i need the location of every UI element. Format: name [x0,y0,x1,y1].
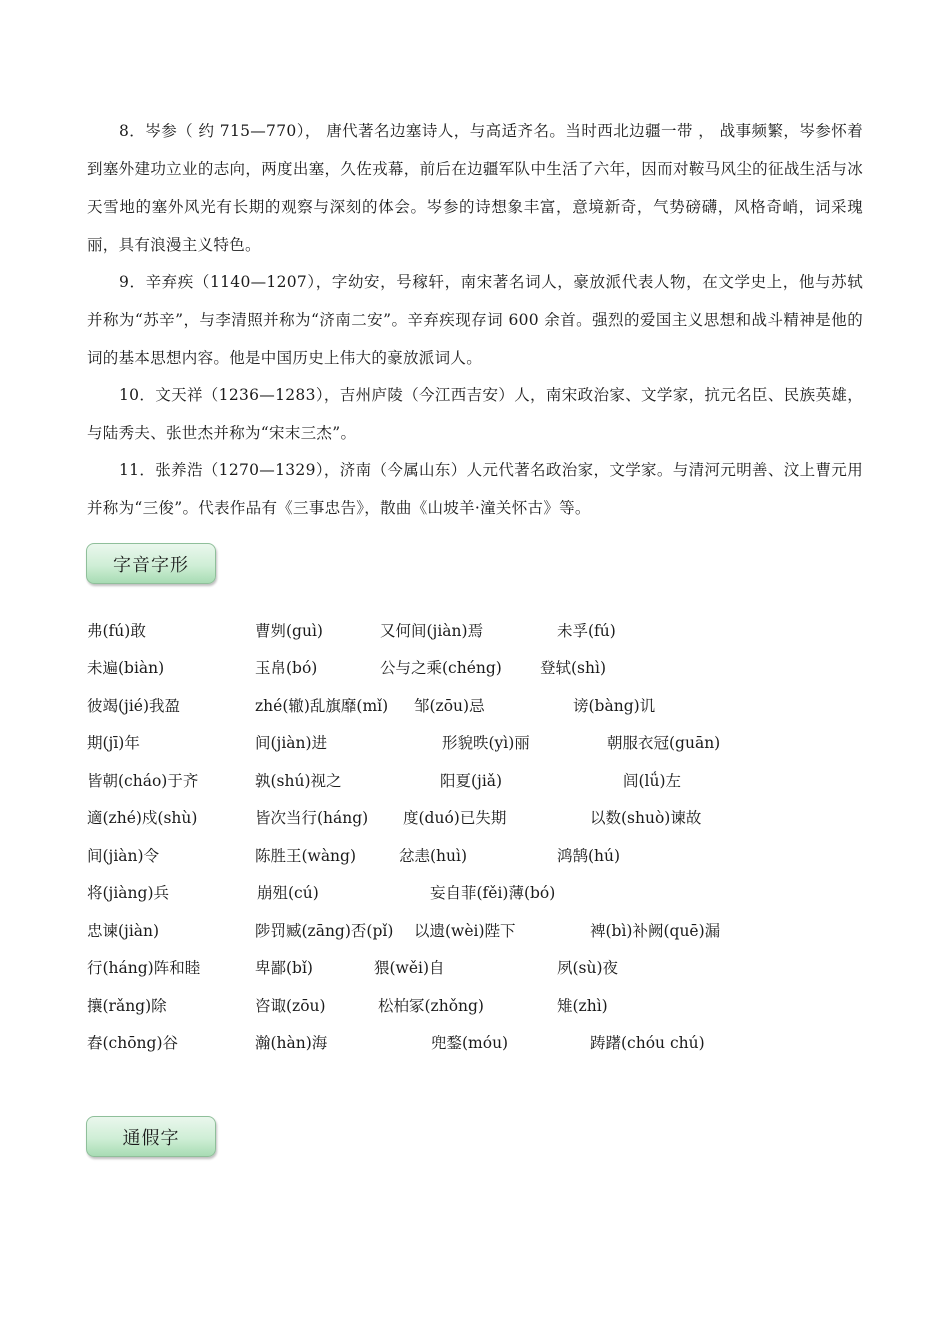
vocab-entry: 间(jiàn)令 [87,847,160,865]
vocab-row [0,803,950,833]
vocab-entry: 阳夏(jiǎ) [440,772,503,790]
vocab-entry: 弗(fú)敢 [87,622,146,640]
vocab-entry: 期(jī)年 [87,734,140,752]
vocab-entry: 妄自菲(fěi)薄(bó) [430,884,556,902]
vocab-row [0,1028,950,1058]
vocab-entry: 陟罚臧(zāng)否(pǐ) [255,922,394,940]
vocab-entry: 间(jiàn)进 [255,734,328,752]
paragraph-cen-shen: 8．岑参（ 约 715—770）， 唐代著名边塞诗人，与高适齐名。当时西北边疆一带 ， 战事频繁，岑参怀着到塞外建功立业的志向，两度出塞，久佐戎幕，前后在边疆军队中生活了六年，因而对鞍马风尘的征战生活与冰天雪地的塞外风光有长期的观察与深刻的体会。岑参的诗想象丰富，意境新奇，气势磅礴，风格奇峭，词采瑰丽，具有浪漫主义特色。 [87,122,863,254]
vocab-entry: 咨诹(zōu) [255,997,326,1015]
vocab-row [0,728,950,758]
vocab-row [0,991,950,1021]
vocab-entry: 未孚(fú) [557,622,616,640]
vocab-entry: 夙(sù)夜 [557,959,619,977]
vocab-row [0,878,950,908]
section-title-loanwords: 通假字 [86,1116,216,1157]
vocab-entry: 忿恚(huì) [399,847,468,865]
vocab-entry: 谤(bàng)讥 [573,697,656,715]
vocab-entry: 未遍(biàn) [87,659,165,677]
vocab-row [0,953,950,983]
vocab-entry: 松柏冢(zhǒng) [378,997,484,1015]
vocab-row [0,916,950,946]
vocab-entry: 公与之乘(chéng) [380,659,502,677]
vocab-entry: 卑鄙(bǐ) [255,959,313,977]
vocab-entry: 孰(shú)视之 [255,772,342,790]
vocab-entry: 陈胜王(wàng) [255,847,357,865]
vocab-entry: 玉帛(bó) [255,659,318,677]
vocab-entry: 皆次当行(háng) [255,809,369,827]
vocab-entry: 攘(rǎng)除 [87,997,167,1015]
vocab-row [0,841,950,871]
vocab-row [0,691,950,721]
vocab-entry: 将(jiàng)兵 [87,884,170,902]
vocab-entry: 裨(bì)补阙(quē)漏 [590,922,721,940]
section-title-pronunciation: 字音字形 [86,543,216,584]
vocab-entry: 登轼(shì) [540,659,606,677]
vocab-row [0,766,950,796]
vocab-entry: 忠谏(jiàn) [87,922,160,940]
vocab-entry: 曹刿(guì) [255,622,323,640]
vocab-entry: 行(háng)阵和睦 [87,959,201,977]
vocab-entry: 又何间(jiàn)焉 [380,622,484,640]
vocab-entry: 猥(wěi)自 [374,959,445,977]
vocab-row [0,653,950,683]
vocab-entry: 形貌昳(yì)丽 [442,734,530,752]
vocab-entry: 彼竭(jié)我盈 [87,697,181,715]
vocab-entry: zhé(辙)乱旗靡(mǐ) [255,697,389,715]
vocab-entry: 雉(zhì) [557,997,608,1015]
vocab-entry: 崩殂(cú) [257,884,319,902]
vocab-entry: 瀚(hàn)海 [255,1034,328,1052]
vocab-entry: 適(zhé)戍(shù) [87,809,198,827]
vocab-entry: 以遗(wèi)陛下 [414,922,516,940]
vocab-entry: 兜鍪(móu) [431,1034,509,1052]
vocab-entry: 邹(zōu)忌 [414,697,485,715]
vocab-row [0,616,950,646]
vocab-entry: 舂(chōng)谷 [87,1034,178,1052]
paragraph-wen-tianxiang: 10．文天祥（1236—1283），吉州庐陵（今江西吉安）人，南宋政治家、文学家，抗元名臣、民族英雄，与陆秀夫、张世杰并称为“宋末三杰”。 [87,386,863,442]
vocab-entry: 皆朝(cháo)于齐 [87,772,199,790]
vocab-entry: 朝服衣冠(guān) [607,734,721,752]
paragraph-zhang-yanghao: 11．张养浩（1270—1329），济南（今属山东）人元代著名政治家，文学家。与清河元明善、汶上曹元用并称为“三俊”。代表作品有《三事忠告》，散曲《山坡羊·潼关怀古》等。 [87,461,863,517]
paragraph-xin-qiji: 9．辛弃疾（1140—1207），字幼安，号稼轩，南宋著名词人，豪放派代表人物，在文学史上，他与苏轼并称为“苏辛”，与李清照并称为“济南二安”。辛弃疾现存词 600 余首。强烈的爱国主义思想和战斗精神是他的词的基本思想内容。他是中国历史上伟大的豪放派词人。 [87,273,863,367]
vocab-entry: 度(duó)已失期 [403,809,507,827]
vocab-entry: 鸿鹄(hú) [557,847,621,865]
vocab-entry: 以数(shuò)谏故 [590,809,702,827]
vocab-entry: 踌躇(chóu chú) [590,1034,705,1052]
vocab-entry: 闾(lǘ)左 [623,772,682,790]
